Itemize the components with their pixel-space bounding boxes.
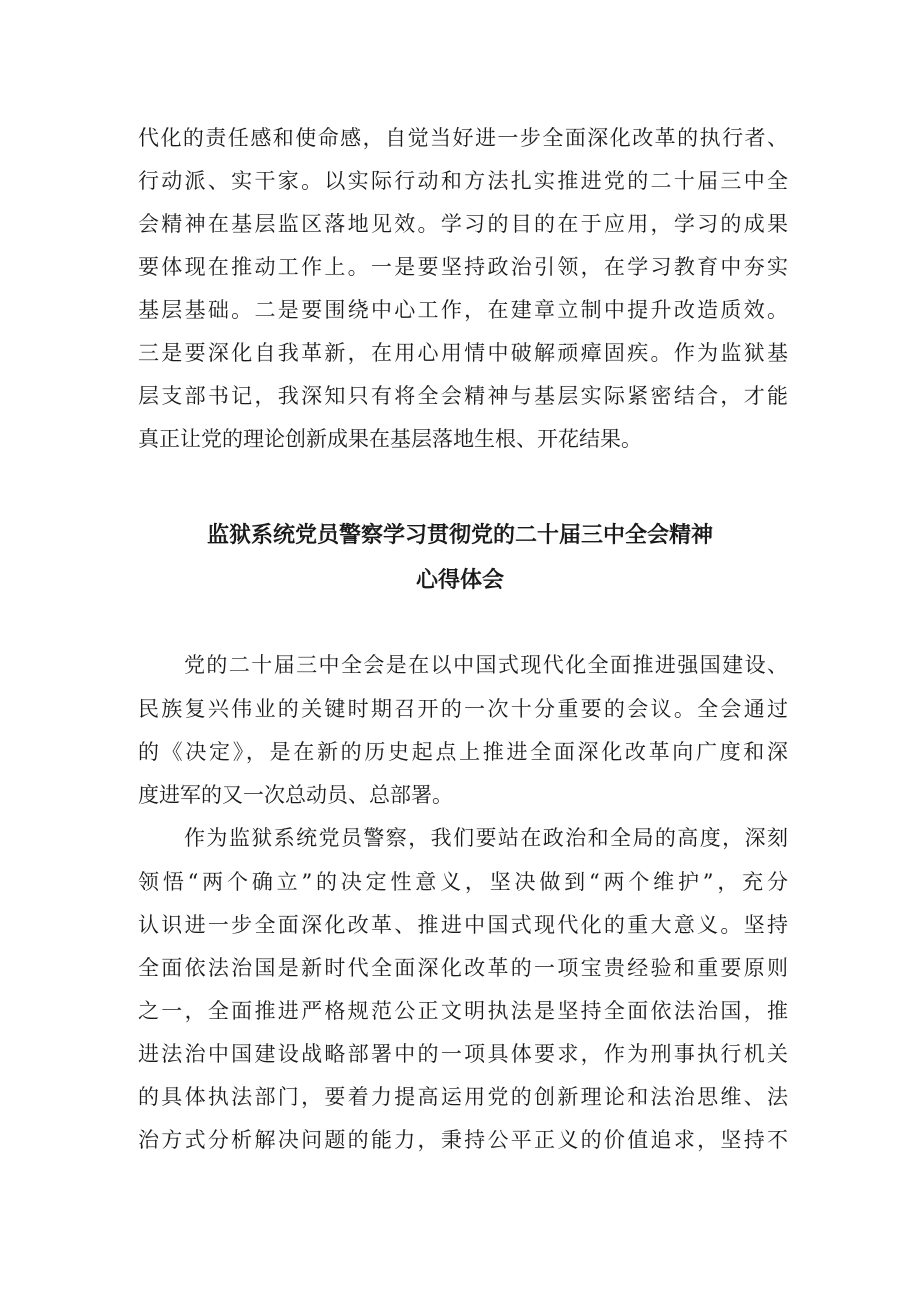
paragraph-line: 全面依法治国是新时代全面深化改革的一项宝贵经验和重要原则: [138, 956, 788, 980]
paragraph-line: 要体现在推动工作上。一是要坚持政治引领，在学习教育中夯实: [138, 255, 788, 279]
paragraph-line: 行动派、实干家。以实际行动和方法扎实推进党的二十届三中全: [138, 169, 788, 193]
paragraph-line: 治方式分析解决问题的能力，秉持公平正义的价值追求，坚持不: [138, 1128, 788, 1152]
paragraph-line: 度进军的又一次总动员、总部署。: [138, 783, 453, 807]
paragraph-line: 的具体执法部门，要着力提高运用党的创新理论和法治思维、法: [138, 1085, 788, 1109]
paragraph-line: 会精神在基层监区落地见效。学习的目的在于应用，学习的成果: [138, 212, 788, 236]
paragraph-line: 真正让党的理论创新成果在基层落地生根、开花结果。: [138, 427, 642, 451]
paragraph-line: 代化的责任感和使命感，自觉当好进一步全面深化改革的执行者、: [138, 126, 788, 150]
article-subtitle: 心得体会: [415, 568, 504, 593]
paragraph-line: 基层基础。二是要围绕中心工作，在建章立制中提升改造质效。: [138, 298, 788, 322]
paragraph-line: 作为监狱系统党员警察，我们要站在政治和全局的高度，深刻: [184, 826, 788, 850]
paragraph-line: 领悟“两个确立”的决定性意义，坚决做到“两个维护”，充分: [138, 870, 788, 894]
paragraph-line: 党的二十届三中全会是在以中国式现代化全面推进强国建设、: [184, 653, 788, 677]
paragraph-line: 进法治中国建设战略部署中的一项具体要求，作为刑事执行机关: [138, 1042, 788, 1066]
paragraph-line: 的《决定》，是在新的历史起点上推进全面深化改革向广度和深: [138, 740, 788, 764]
paragraph-line: 认识进一步全面深化改革、推进中国式现代化的重大意义。坚持: [138, 913, 788, 937]
paragraph-line: 三是要深化自我革新，在用心用情中破解顽瘴固疾。作为监狱基: [138, 341, 788, 365]
paragraph-line: 民族复兴伟业的关键时期召开的一次十分重要的会议。全会通过: [138, 697, 788, 721]
paragraph-line: 之一，全面推进严格规范公正文明执法是坚持全面依法治国，推: [138, 999, 788, 1023]
article-title: 监狱系统党员警察学习贯彻党的二十届三中全会精神: [206, 523, 713, 548]
paragraph-line: 层支部书记，我深知只有将全会精神与基层实际紧密结合，才能: [138, 384, 788, 408]
